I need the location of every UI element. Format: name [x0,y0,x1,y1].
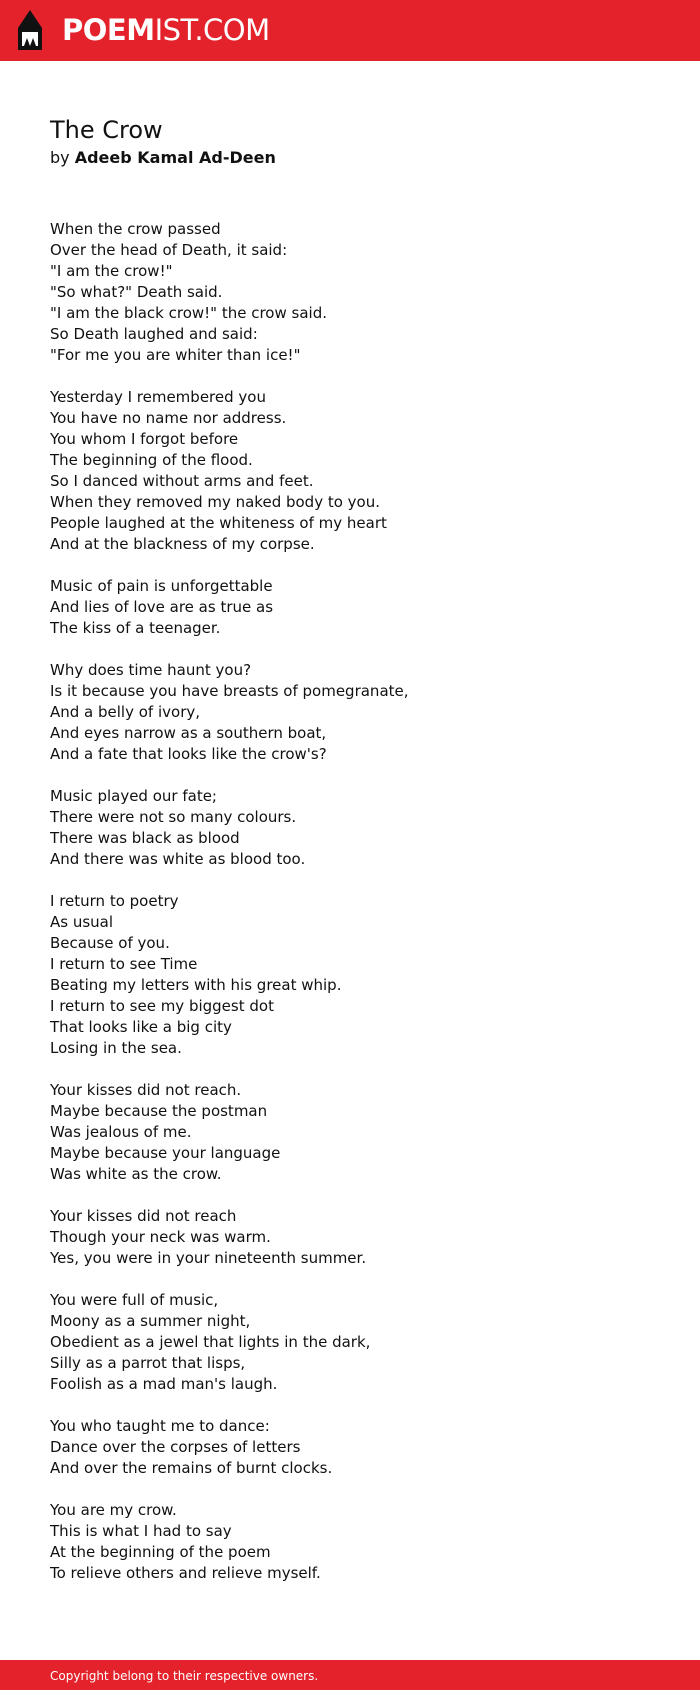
poem-line: Yesterday I remembered you [50,388,266,406]
poem-line: When they removed my naked body to you. [50,493,380,511]
poem-line: I return to see Time [50,955,198,973]
poem-line: And lies of love are as true as [50,598,274,616]
stanza [50,660,650,765]
poem-line: To relieve others and relieve myself. [50,1564,321,1582]
poem-line: Losing in the sea. [50,1039,182,1057]
poem-line: Your kisses did not reach. [50,1081,242,1099]
stanza [50,387,650,555]
poem-line: Foolish as a mad man's laugh. [50,1375,278,1393]
by-label: by [50,148,70,167]
poem-line: Because of you. [50,934,170,952]
stanza [50,1206,650,1269]
poem-line: You who taught me to dance: [50,1417,270,1435]
poem-line: At the beginning of the poem [50,1543,271,1561]
poem-line: You have no name nor address. [50,409,287,427]
poem-line: Silly as a parrot that lisps, [50,1354,246,1372]
poem-line: Your kisses did not reach [50,1207,237,1225]
poem-line: You whom I forgot before [50,430,239,448]
site-header [0,0,700,61]
poem-line: Dance over the corpses of letters [50,1438,301,1456]
poem-line: Beating my letters with his great whip. [50,976,342,994]
poem-line: "So what?" Death said. [50,283,223,301]
poem-line: "I am the crow!" [50,262,173,280]
poem-line: And eyes narrow as a southern boat, [50,724,327,742]
stanza [50,219,650,366]
poem-line: Maybe because the postman [50,1102,268,1120]
author-name: Adeeb Kamal Ad-Deen [74,148,276,167]
poem-line: And over the remains of burnt clocks. [50,1459,333,1477]
poem-line: "For me you are whiter than ice!" [50,346,301,364]
site-logo[interactable] [62,13,270,47]
stanza [50,1500,650,1584]
poem-line: Why does time haunt you? [50,661,252,679]
stanza [50,786,650,870]
pencil-icon [18,10,42,52]
logo-bold-text: POEM [62,13,155,47]
poem-line: Music played our fate; [50,787,217,805]
stanza [50,576,650,639]
poem-line: The beginning of the flood. [50,451,253,469]
poem-line: Though your neck was warm. [50,1228,271,1246]
stanza [50,1416,650,1479]
poem-line: And there was white as blood too. [50,850,306,868]
poem-line: The kiss of a teenager. [50,619,221,637]
logo-light-text: IST.COM [154,13,270,47]
stanza [50,1080,650,1185]
poem-title: The Crow [50,116,163,144]
stanza [50,891,650,1059]
poem-line: Is it because you have breasts of pomegranate, [50,682,409,700]
poem-byline [50,147,276,169]
poem-line: And at the blackness of my corpse. [50,535,315,553]
poem-line: You were full of music, [50,1291,219,1309]
poem-line: When the crow passed [50,220,221,238]
stanza [50,1290,650,1395]
poem-line: You are my crow. [50,1501,177,1519]
poem-line: I return to see my biggest dot [50,997,274,1015]
poem-line: There were not so many colours. [50,808,297,826]
site-footer [0,1660,700,1690]
poem-line: And a fate that looks like the crow's? [50,745,327,763]
poem-line: So I danced without arms and feet. [50,472,314,490]
poem-body [50,219,650,1605]
poem-line: There was black as blood [50,829,240,847]
poem-line: Music of pain is unforgettable [50,577,273,595]
poem-line: As usual [50,913,114,931]
poem-line: "I am the black crow!" the crow said. [50,304,327,322]
poem-line: Was white as the crow. [50,1165,222,1183]
poem-line: So Death laughed and said: [50,325,258,343]
poem-line: Obedient as a jewel that lights in the dark, [50,1333,371,1351]
poem-line: Maybe because your language [50,1144,281,1162]
poem-line: People laughed at the whiteness of my heart [50,514,387,532]
poem-line: This is what I had to say [50,1522,232,1540]
poem-line: And a belly of ivory, [50,703,201,721]
poem-line: Yes, you were in your nineteenth summer. [50,1249,367,1267]
poem-line: That looks like a big city [50,1018,232,1036]
poem-line: Moony as a summer night, [50,1312,251,1330]
poem-line: Over the head of Death, it said: [50,241,288,259]
footer-copyright: Copyright belong to their respective owners. [50,1669,319,1683]
poem-line: I return to poetry [50,892,179,910]
poem-line: Was jealous of me. [50,1123,192,1141]
